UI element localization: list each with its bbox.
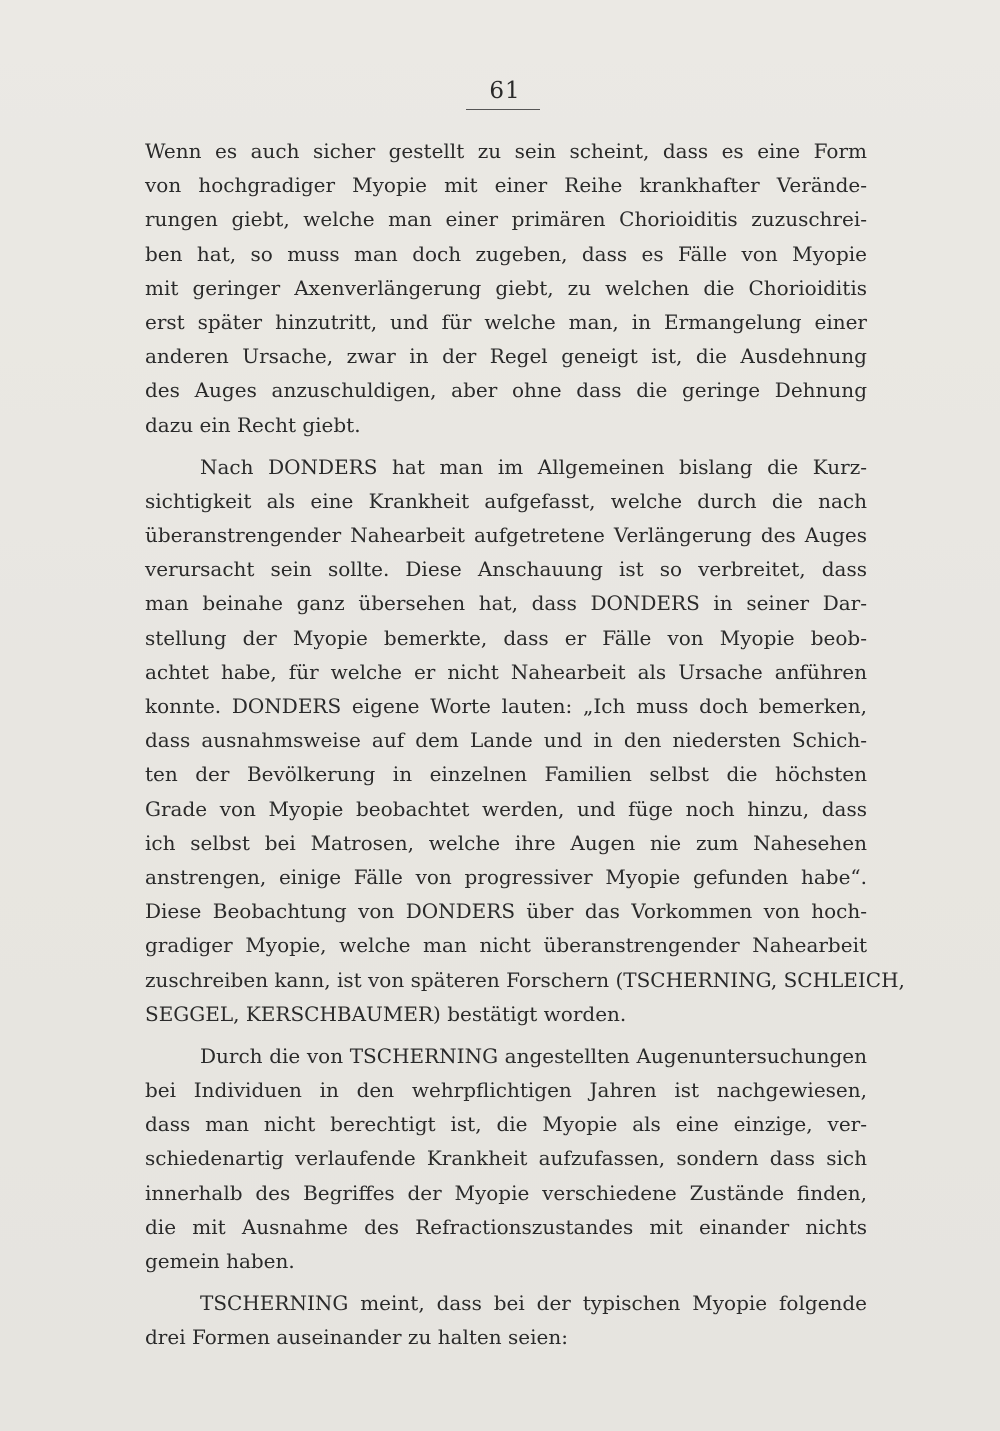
text-line: von hochgradiger Myopie mit einer Reihe krankhafter Verände- [145,173,867,198]
text-line: konnte. DONDERS eigene Worte lauten: „Ich muss doch bemerken, [145,694,867,718]
text-line: des Auges anzuschuldigen, aber ohne dass die geringe Dehnung [145,378,867,403]
text-line: drei Formen auseinander zu halten seien: [145,1325,568,1350]
text-line: sichtigkeit als eine Krankheit aufgefasst, welche durch die nach [145,488,867,513]
text-line: erst später hinzutritt, und für welche man, in Ermangelung einer [145,309,867,334]
text-line: Diese Beobachtung von DONDERS über das Vorkommen von hoch- [145,899,867,924]
text-line: gradiger Myopie, welche man nicht überanstrengender Nahearbeit [145,933,867,958]
text-line: gemein haben. [145,1249,295,1273]
text-line: Wenn es auch sicher gestellt zu sein scheint, dass es eine Form [145,139,867,163]
text-line: die mit Ausnahme des Refractionszustandes mit einander nichts [145,1214,867,1239]
text-line: stellung der Myopie bemerkte, dass er Fälle von Myopie beob- [145,625,867,650]
text-line: TSCHERNING meint, dass bei der typischen Myopie folgende [200,1291,867,1316]
text-line: ben hat, so muss man doch zugeben, dass es Fälle von Myopie [145,241,867,266]
text-line: Nach DONDERS hat man im Allgemeinen bislang die Kurz- [200,454,867,479]
paragraph-gap [145,442,867,450]
page-number: 61 [489,78,521,104]
paragraph-2 [145,450,905,1031]
page-number-rule [466,109,540,110]
text-line: rungen giebt, welche man einer primären Chorioiditis zuzuschrei- [145,207,867,232]
text-line: man beinahe ganz übersehen hat, dass DONDERS in seiner Dar- [145,591,867,616]
text-line: dazu ein Recht giebt. [145,412,361,437]
text-line: achtet habe, für welche er nicht Nahearbeit als Ursache anführen [145,659,867,684]
paragraph-4 [145,1286,867,1354]
text-line: Durch die von TSCHERNING angestellten Augenuntersuchungen [200,1043,867,1068]
text-line: SEGGEL, KERSCHBAUMER) bestätigt worden. [145,1001,627,1026]
text-line: verursacht sein sollte. Diese Anschauung ist so verbreitet, dass [145,557,867,582]
paragraph-1 [145,134,867,442]
text-line: Grade von Myopie beobachtet werden, und füge noch hinzu, dass [145,796,867,821]
text-line: mit geringer Axenverlängerung giebt, zu welchen die Chorioiditis [145,275,867,300]
paragraph-gap [145,1278,867,1286]
text-line: innerhalb des Begriffes der Myopie verschiedene Zustände finden, [145,1180,867,1205]
paragraph-gap [145,1031,867,1039]
text-line: schiedenartig verlaufende Krankheit aufzufassen, sondern dass sich [145,1146,867,1171]
text-line: ich selbst bei Matrosen, welche ihre Augen nie zum Nahesehen [145,830,867,855]
paragraph-3 [145,1039,867,1278]
text-line: anderen Ursache, zwar in der Regel geneigt ist, die Ausdehnung [145,344,867,369]
text-line: anstrengen, einige Fälle von progressiver Myopie gefunden habe“. [145,864,867,889]
text-line: ten der Bevölkerung in einzelnen Familien selbst die höchsten [145,762,867,787]
text-line: dass ausnahmsweise auf dem Lande und in den niedersten Schich- [145,728,867,753]
text-line: zuschreiben kann, ist von späteren Forschern (TSCHERNING, SCHLEICH, [145,967,905,992]
text-line: überanstrengender Nahearbeit aufgetretene Verlängerung des Auges [145,523,867,548]
body-text [145,134,905,1355]
text-line: dass man nicht berechtigt ist, die Myopie als eine einzige, ver- [145,1112,867,1137]
text-line: bei Individuen in den wehrpflichtigen Jahren ist nachgewiesen, [145,1078,867,1103]
